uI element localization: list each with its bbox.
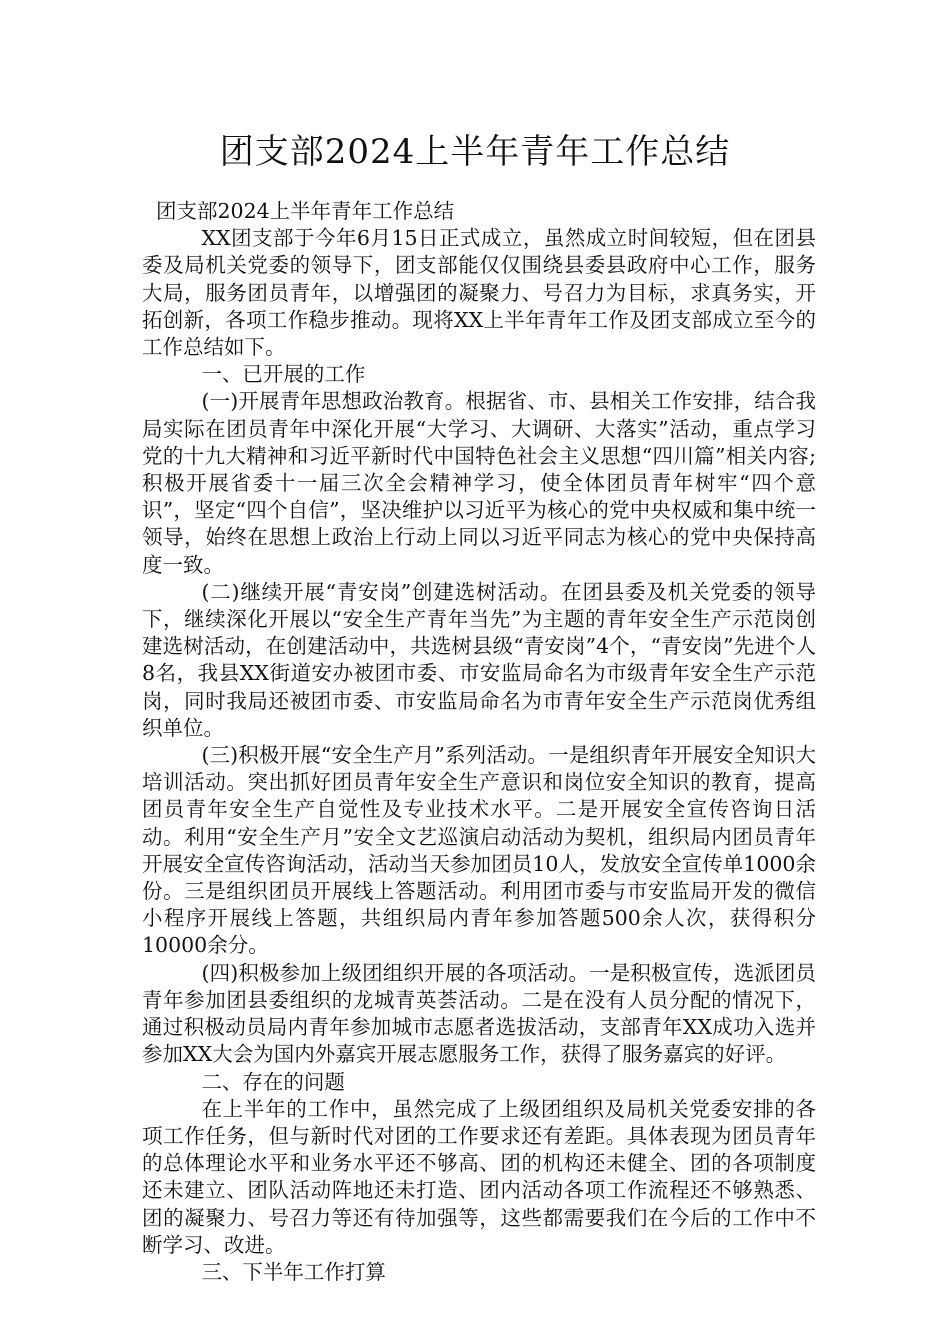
paragraph-item-2: (二)继续开展“青安岗”创建选树活动。在团县委及机关党委的领导下，继续深化开展以“安全生产青年当先”为主题的青年安全生产示范岗创建选树活动，在创建活动中，共选树县级“青安岗”4个，“青安岗”先进个人8名，我县XX街道安办被团市委、市安监局命名为市级青年安全生产示范岗，同时我局还被团市委、市安监局命名为市青年安全生产示范岗优秀组织单位。 bbox=[142, 579, 816, 740]
document-title: 团支部2024上半年青年工作总结 bbox=[219, 132, 731, 172]
section-heading-3: 三、下半年工作打算 bbox=[201, 1259, 386, 1284]
paragraph-intro: XX团支部于今年6月15日正式成立，虽然成立时间较短，但在团县委及局机关党委的领导下，团支部能仅仅围绕县委县政府中心工作，服务大局，服务团员青年，以增强团的凝聚力、号召力为目标，求真务实，开拓创新，各项工作稳步推动。现将XX上半年青年工作及团支部成立至今的工作总结如下。 bbox=[142, 226, 816, 360]
paragraph-item-3: (三)积极开展“安全生产月”系列活动。一是组织青年开展安全知识大培训活动。突出抓好团员青年安全生产意识和岗位安全知识的教育，提高团员青年安全生产自觉性及专业技术水平。二是开展安全宣传咨询日活动。利用“安全生产月”安全文艺巡演启动活动为契机，组织局内团员青年开展安全宣传咨询活动，活动当天参加团员10人，发放安全宣传单1000余份。三是组织团员开展线上答题活动。利用团市委与市安监局开发的微信小程序开展线上答题，共组织局内青年参加答题500余人次，获得积分10000余分。 bbox=[142, 743, 816, 958]
section-heading-2: 二、存在的问题 bbox=[201, 1069, 345, 1094]
paragraph-problems: 在上半年的工作中，虽然完成了上级团组织及局机关党委安排的各项工作任务，但与新时代对团的工作要求还有差距。具体表现为团员青年的总体理论水平和业务水平还不够高、团的机构还未健全、团的各项制度还未建立、团队活动阵地还未打造、团内活动各项工作流程还不够熟悉、团的凝聚力、号召力等还有待加强等，这些都需要我们在今后的工作中不断学习、改进。 bbox=[142, 1096, 816, 1257]
paragraph-item-1: (一)开展青年思想政治教育。根据省、市、县相关工作安排，结合我局实际在团员青年中深化开展“大学习、大调研、大落实”活动，重点学习党的十九大精神和习近平新时代中国特色社会主义思想“四川篇”相关内容;积极开展省委十一届三次全会精神学习，使全体团员青年树牢“四个意识”，坚定“四个自信”，坚决维护以习近平为核心的党中央权威和集中统一领导，始终在思想上政治上行动上同以习近平同志为核心的党中央保持高度一致。 bbox=[142, 389, 816, 577]
section-heading-1: 一、已开展的工作 bbox=[201, 362, 366, 387]
paragraph-item-4: (四)积极参加上级团组织开展的各项活动。一是积极宣传，选派团员青年参加团县委组织的龙城青英荟活动。二是在没有人员分配的情况下，通过积极动员局内青年参加城市志愿者选拔活动，支部青年XX成功入选并参加XX大会为国内外嘉宾开展志愿服务工作，获得了服务嘉宾的好评。 bbox=[142, 960, 816, 1067]
document-subtitle: 团支部2024上半年青年工作总结 bbox=[156, 199, 455, 223]
document-body bbox=[142, 198, 816, 1286]
